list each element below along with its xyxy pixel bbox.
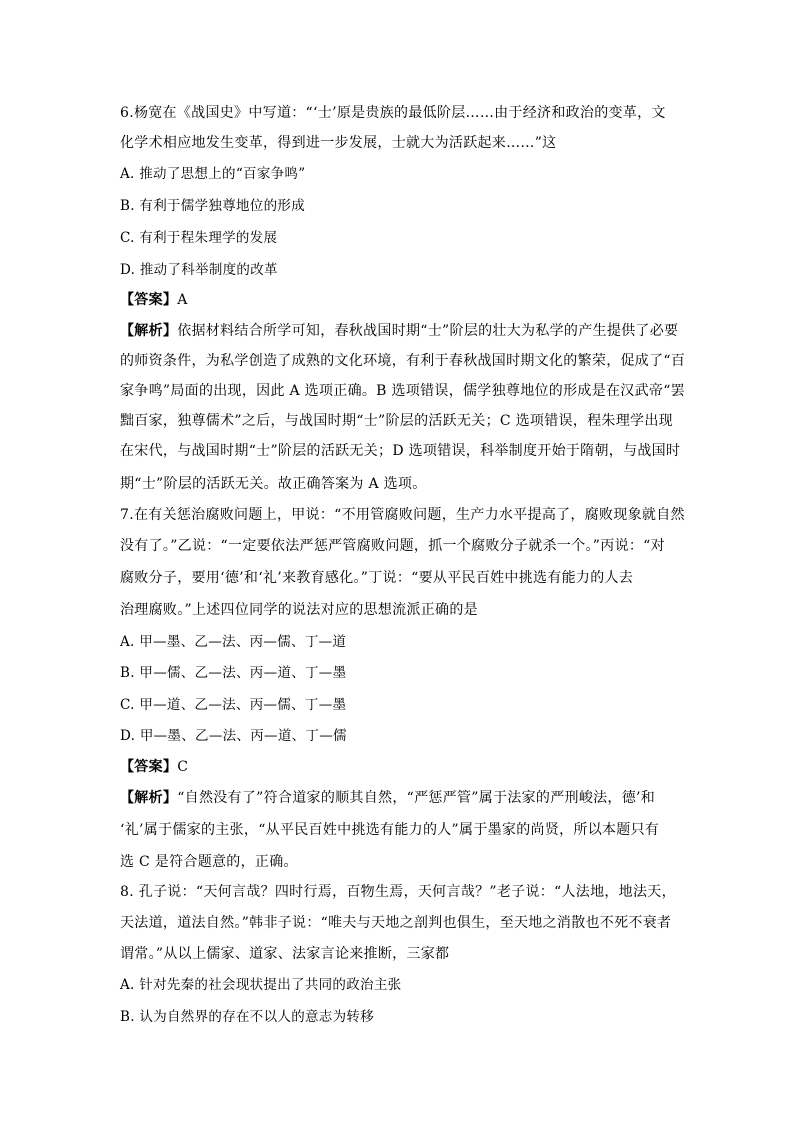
q6-answer-value: A <box>177 292 188 308</box>
q6-analysis-line-2: 的师资条件，为私学创造了成熟的文化环境，有利于春秋战国时期文化的繁荣，促成了“百 <box>120 353 686 369</box>
q7-stem-line-3: 腐败分子，要用‘德’和‘礼’来教育感化。”丁说：“要从平民百姓中挑选有能力的人去 <box>120 570 634 586</box>
q7-analysis-line-1 <box>120 788 655 808</box>
q8-option-a: A. 针对先秦的社会现状提出了共同的政治主张 <box>120 977 402 993</box>
q7-analysis-line-3: 选 C 是符合题意的，正确。 <box>120 854 298 870</box>
q6-answer <box>120 290 188 310</box>
q6-option-d: D. 推动了科举制度的改革 <box>120 262 278 278</box>
q7-option-c: C. 甲—道、乙—法、丙—儒、丁—墨 <box>120 697 347 713</box>
q6-option-a: A. 推动了思想上的“百家争鸣” <box>120 166 306 182</box>
q7-option-a: A. 甲—墨、乙—法、丙—儒、丁—道 <box>120 634 347 650</box>
q7-stem-line-1: 7.在有关惩治腐败问题上，甲说：“不用管腐败问题，生产力水平提高了，腐败现象就自然 <box>120 507 685 523</box>
q7-answer <box>120 757 188 777</box>
q8-stem-line-3: 谓常。”从以上儒家、道家、法家言论来推断，三家都 <box>120 946 450 962</box>
q8-stem-line-2: 天法道，道法自然。”韩非子说：“唯夫与天地之剖判也俱生，至天地之消散也不死不衰者 <box>120 915 672 931</box>
q7-stem-line-4: 治理腐败。”上述四位同学的说法对应的思想流派正确的是 <box>120 602 478 618</box>
q7-analysis-text-1: “自然没有了”符合道家的顺其自然，“严惩严管”属于法家的严刑峻法，德’和 <box>177 790 656 806</box>
q7-answer-label: 【答案】 <box>120 759 178 775</box>
q6-stem-line-1: 6.杨宽在《战国史》中写道：“‘士’原是贵族的最低阶层……由于经济和政治的变革，文 <box>120 105 666 121</box>
q6-option-b: B. 有利于儒学独尊地位的形成 <box>120 198 306 214</box>
q7-option-b: B. 甲—儒、乙—法、丙—道、丁—墨 <box>120 665 347 681</box>
q6-analysis-line-5: 在宋代，与战国时期“士”阶层的活跃无关；D 选项错误，科举制度开始于隋朝，与战国时 <box>120 443 681 459</box>
q7-answer-value: C <box>177 759 189 775</box>
q6-analysis-line-6: 期“士”阶层的活跃无关。故正确答案为 A 选项。 <box>120 476 427 492</box>
q8-option-b: B. 认为自然界的存在不以人的意志为转移 <box>120 1009 375 1025</box>
q6-stem-line-2: 化学术相应地发生变革，得到进一步发展，士就大为活跃起来……”这 <box>120 135 557 151</box>
q6-analysis-line-3: 家争鸣”局面的出现，因此 A 选项正确。B 选项错误，儒学独尊地位的形成是在汉武帝“罢 <box>120 383 685 399</box>
q7-option-d: D. 甲—墨、乙—法、丙—道、丁—儒 <box>120 728 347 744</box>
q6-answer-label: 【答案】 <box>120 292 178 308</box>
q6-analysis-line-1 <box>120 321 678 341</box>
q6-analysis-label: 【解析】 <box>120 323 178 339</box>
q6-analysis-line-4: 黜百家，独尊儒术”之后，与战国时期“士”阶层的活跃无关；C 选项错误，程朱理学出现 <box>120 413 673 429</box>
q6-option-c: C. 有利于程朱理学的发展 <box>120 230 278 246</box>
q7-stem-line-2: 没有了。”乙说：“一定要依法严惩严管腐败问题，抓一个腐败分子就杀一个。”丙说：“对 <box>120 538 665 554</box>
q7-analysis-line-2: ‘礼’属于儒家的主张，“从平民百姓中挑选有能力的人”属于墨家的尚贤，所以本题只有 <box>120 822 660 838</box>
q7-analysis-label: 【解析】 <box>120 790 178 806</box>
q6-analysis-text-1: 依据材料结合所学可知，春秋战国时期“士”阶层的壮大为私学的产生提供了必要 <box>177 323 679 339</box>
q8-stem-line-1: 8. 孔子说：“天何言哉？四时行焉，百物生焉，天何言哉？”老子说：“人法地，地法天， <box>120 884 676 900</box>
